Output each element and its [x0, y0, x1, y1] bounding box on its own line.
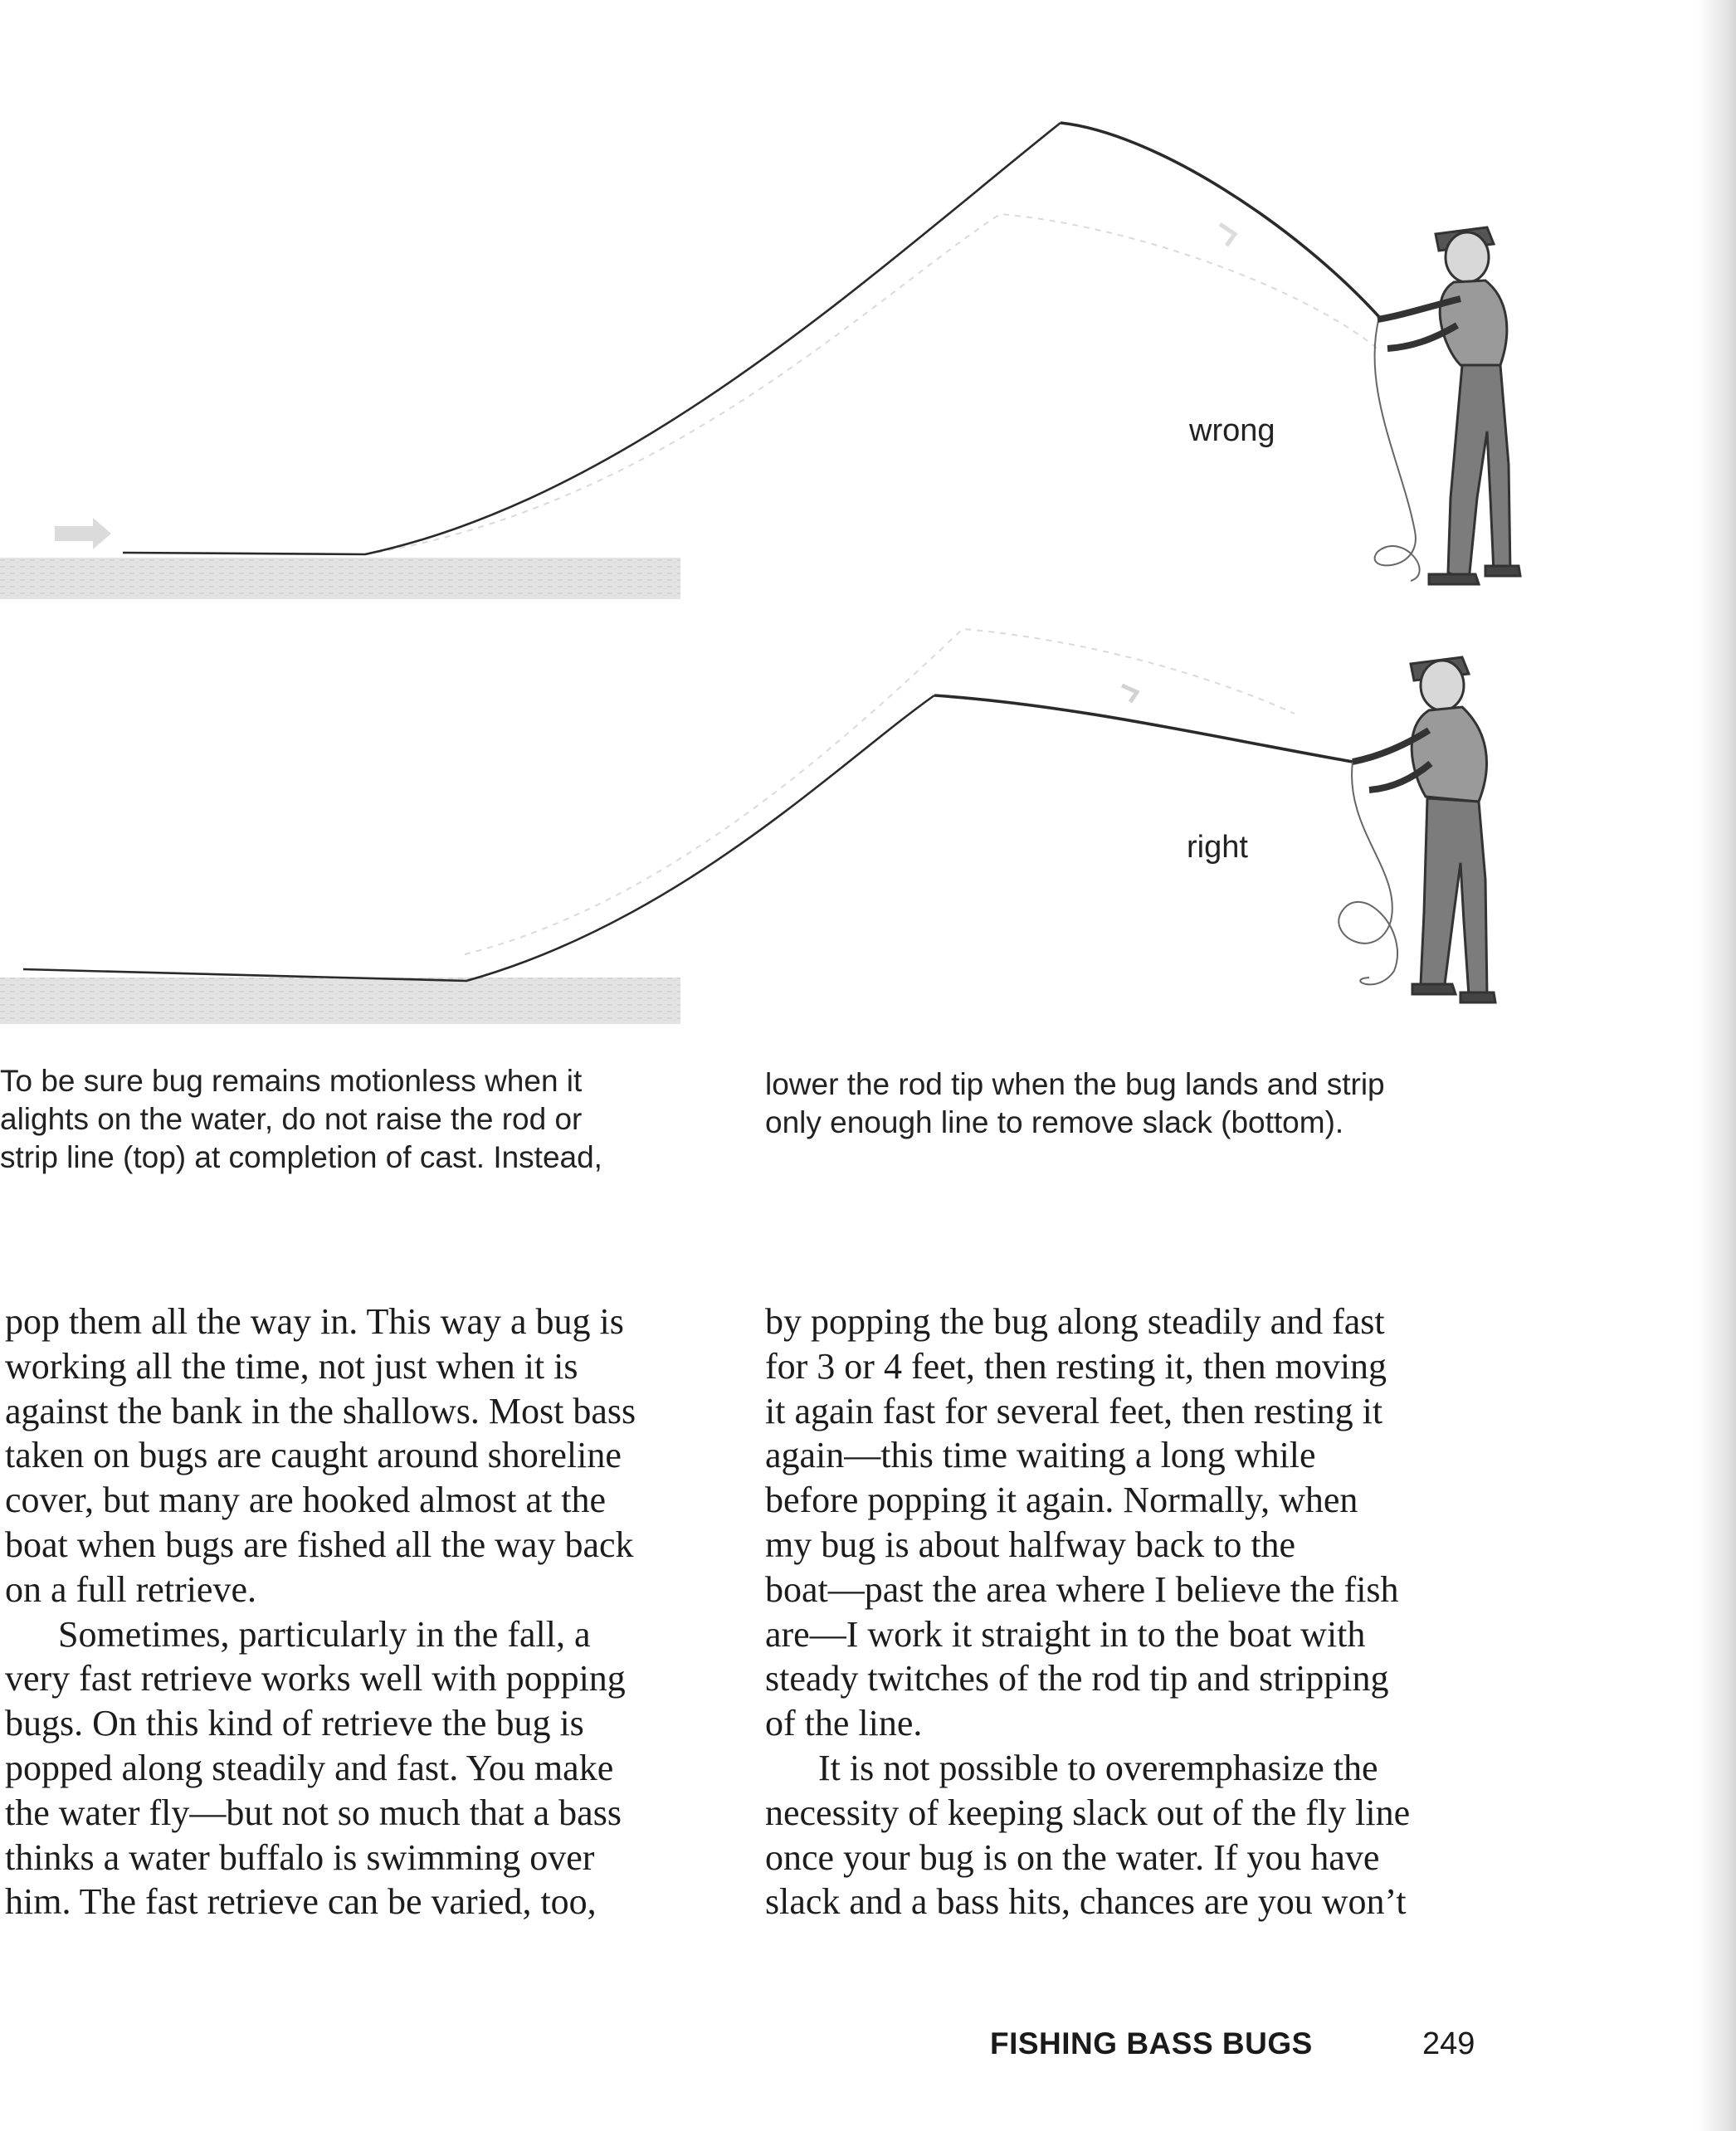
body-line: my bug is about halfway back to the — [765, 1524, 1296, 1565]
body-line: necessity of keeping slack out of the fly line — [765, 1792, 1411, 1833]
body-line: on a full retrieve. — [5, 1568, 256, 1610]
label-right: right — [1187, 830, 1248, 865]
body-line: It is not possible to overemphasize the — [818, 1747, 1378, 1788]
body-line: again—this time waiting a long while — [765, 1435, 1316, 1476]
figure-caption-left — [0, 1062, 689, 1177]
water-surface-top — [0, 558, 680, 599]
caption-line: lower the rod tip when the bug lands and strip — [765, 1067, 1385, 1101]
water-surface-bottom — [0, 978, 680, 1024]
fly-line-top — [123, 123, 1061, 554]
body-line: before popping it again. Normally, when — [765, 1480, 1358, 1521]
body-line: of the line. — [765, 1703, 923, 1744]
body-line: slack and a bass hits, chances are you won’t — [765, 1881, 1407, 1923]
body-column-left — [5, 1300, 735, 1924]
caption-line: only enough line to remove slack (bottom). — [765, 1105, 1344, 1139]
body-line: pop them all the way in. This way a bug is — [5, 1301, 624, 1342]
body-line: popped along steadily and fast. You make — [5, 1747, 614, 1788]
line-coil-bottom — [1339, 762, 1397, 984]
angler-figure-top — [1378, 227, 1520, 584]
casting-illustration — [0, 0, 1736, 1046]
body-line: it again fast for several feet, then resting it — [765, 1390, 1383, 1431]
caption-line: alights on the water, do not raise the rod or — [0, 1102, 583, 1136]
fly-rod-bottom — [934, 695, 1353, 762]
body-line: steady twitches of the rod tip and stripping — [765, 1658, 1389, 1699]
body-line: by popping the bug along steadily and fast — [765, 1301, 1385, 1342]
running-head: FISHING BASS BUGS — [990, 2026, 1313, 2060]
body-line: boat—past the area where I believe the fish — [765, 1568, 1399, 1610]
page-number: 249 — [1422, 2026, 1475, 2061]
body-line: for 3 or 4 feet, then resting it, then moving — [765, 1345, 1387, 1387]
body-line: are—I work it straight in to the boat with — [765, 1613, 1366, 1655]
ghost-arrow-bottom — [1122, 685, 1137, 702]
figure-caption-right — [765, 1066, 1529, 1142]
body-line: bugs. On this kind of retrieve the bug is — [5, 1703, 584, 1744]
body-line: the water fly—but not so much that a bass — [5, 1792, 622, 1833]
body-line: working all the time, not just when it is — [5, 1345, 578, 1387]
fly-rod-top — [1061, 123, 1379, 317]
line-coil-top — [1374, 317, 1419, 581]
body-line: him. The fast retrieve can be varied, too, — [5, 1881, 597, 1923]
motion-arrow-icon — [55, 518, 111, 549]
casting-diagram — [0, 0, 1736, 1046]
body-line: cover, but many are hooked almost at the — [5, 1480, 607, 1521]
angler-figure-bottom — [1353, 657, 1495, 1002]
body-line: once your bug is on the water. If you have — [765, 1836, 1380, 1878]
body-line: Sometimes, particularly in the fall, a — [58, 1613, 591, 1655]
body-line: against the bank in the shallows. Most bass — [5, 1390, 636, 1431]
body-line: boat when bugs are fished all the way back — [5, 1524, 634, 1565]
body-line: thinks a water buffalo is swimming over — [5, 1836, 595, 1878]
body-column-right — [765, 1300, 1495, 1924]
body-line: very fast retrieve works well with popping — [5, 1658, 626, 1699]
caption-line: To be sure bug remains motionless when it — [0, 1064, 583, 1098]
caption-line: strip line (top) at completion of cast. Instead, — [0, 1140, 602, 1174]
label-wrong: wrong — [1189, 413, 1275, 448]
ghost-arrow-top — [1220, 224, 1235, 246]
ghost-line-bottom — [465, 629, 1295, 954]
fly-line-bottom — [23, 695, 934, 981]
body-line: taken on bugs are caught around shoreline — [5, 1435, 622, 1476]
